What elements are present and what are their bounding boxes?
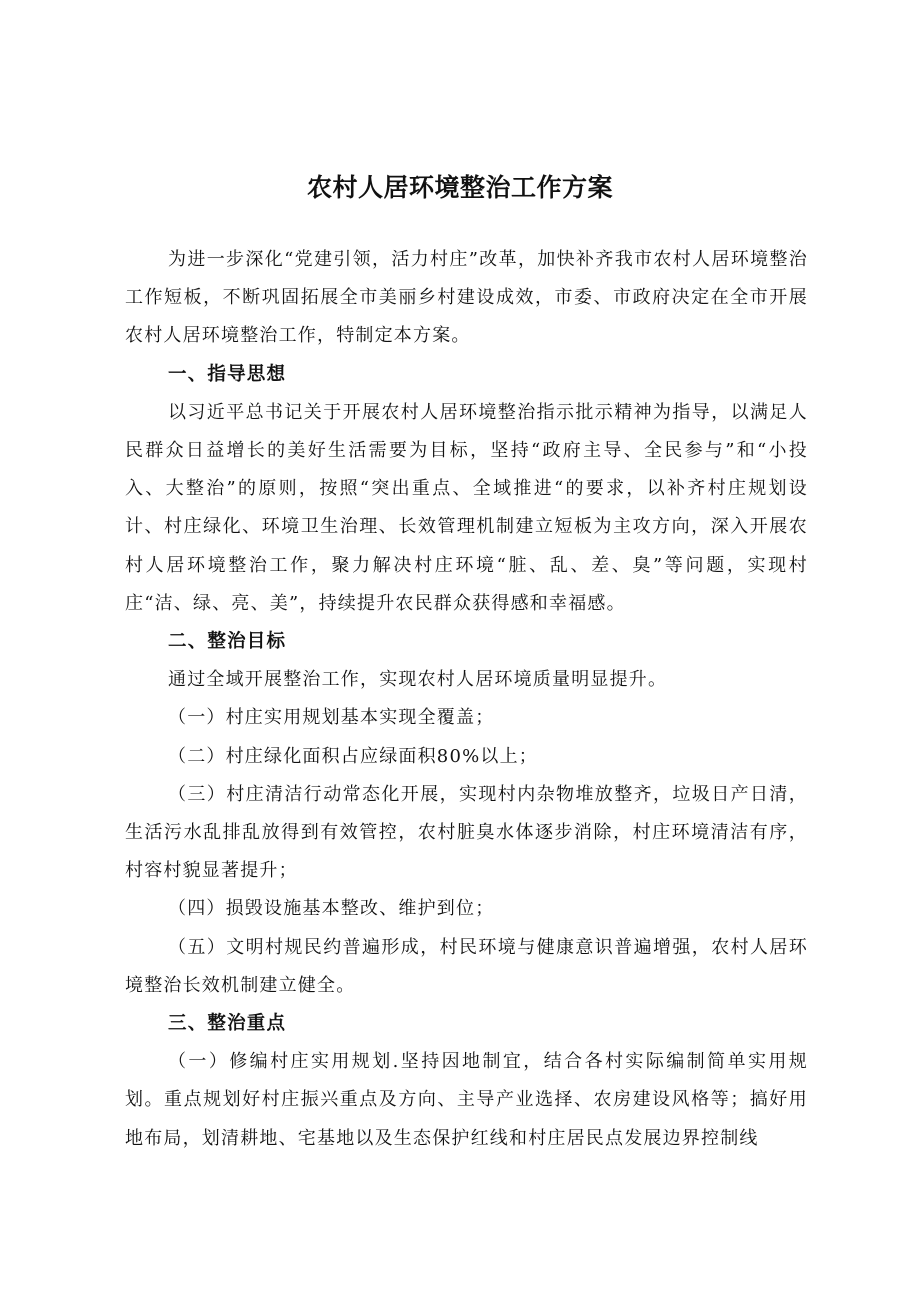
list-item: （五）文明村规民约普遍形成，村民环境与健康意识普遍增强，农村人居环境整治长效机制建立健全。 xyxy=(125,936,808,996)
list-item: （四）损毁设施基本整改、维护到位； xyxy=(168,898,495,920)
list-item: （一）村庄实用规划基本实现全覆盖； xyxy=(168,707,495,729)
list-item: （三）村庄清洁行动常态化开展，实现村内杂物堆放整齐，垃圾日产日清，生活污水乱排乱放得到有效管控，农村脏臭水体逐步消除，村庄环境清洁有序，村容村貌显著提升； xyxy=(125,783,808,882)
document-body xyxy=(125,241,808,1158)
list-item: （二）村庄绿化面积占应绿面积80%以上； xyxy=(168,745,539,767)
section-heading-goals: 二、整治目标 xyxy=(168,631,287,653)
paragraph: 以习近平总书记关于开展农村人居环境整治指示批示精神为指导，以满足人民群众日益增长的美好生活需要为目标，坚持“政府主导、全民参与”和“小投入、大整治”的原则，按照“突出重点、全域推进“的要求，以补齐村庄规划设计、村庄绿化、环境卫生治理、长效管理机制建立短板为主攻方向，深入开展农村人居环境整治工作，聚力解决村庄环境“脏、乱、差、臭”等问题，实现村庄“洁、绿、亮、美”，持续提升农民群众获得感和幸福感。 xyxy=(125,401,808,614)
section-heading-guiding-ideology: 一、指导思想 xyxy=(168,363,287,385)
intro-paragraph: 为进一步深化“党建引领，活力村庄”改革，加快补齐我市农村人居环境整治工作短板，不断巩固拓展全市美丽乡村建设成效，市委、市政府决定在全市开展农村人居环境整治工作，特制定本方案。 xyxy=(125,249,808,347)
document-title: 农村人居环境整治工作方案 xyxy=(306,173,613,202)
section-heading-key-tasks: 三、整治重点 xyxy=(168,1013,287,1035)
paragraph: （一）修编村庄实用规划.坚持因地制宜，结合各村实际编制简单实用规划。重点规划好村庄振兴重点及方向、主导产业选择、农房建设风格等；搞好用地布局，划清耕地、宅基地以及生态保护红线和村庄居民点发展边界控制线 xyxy=(125,1051,808,1149)
paragraph: 通过全域开展整治工作，实现农村人居环境质量明显提升。 xyxy=(168,669,668,691)
